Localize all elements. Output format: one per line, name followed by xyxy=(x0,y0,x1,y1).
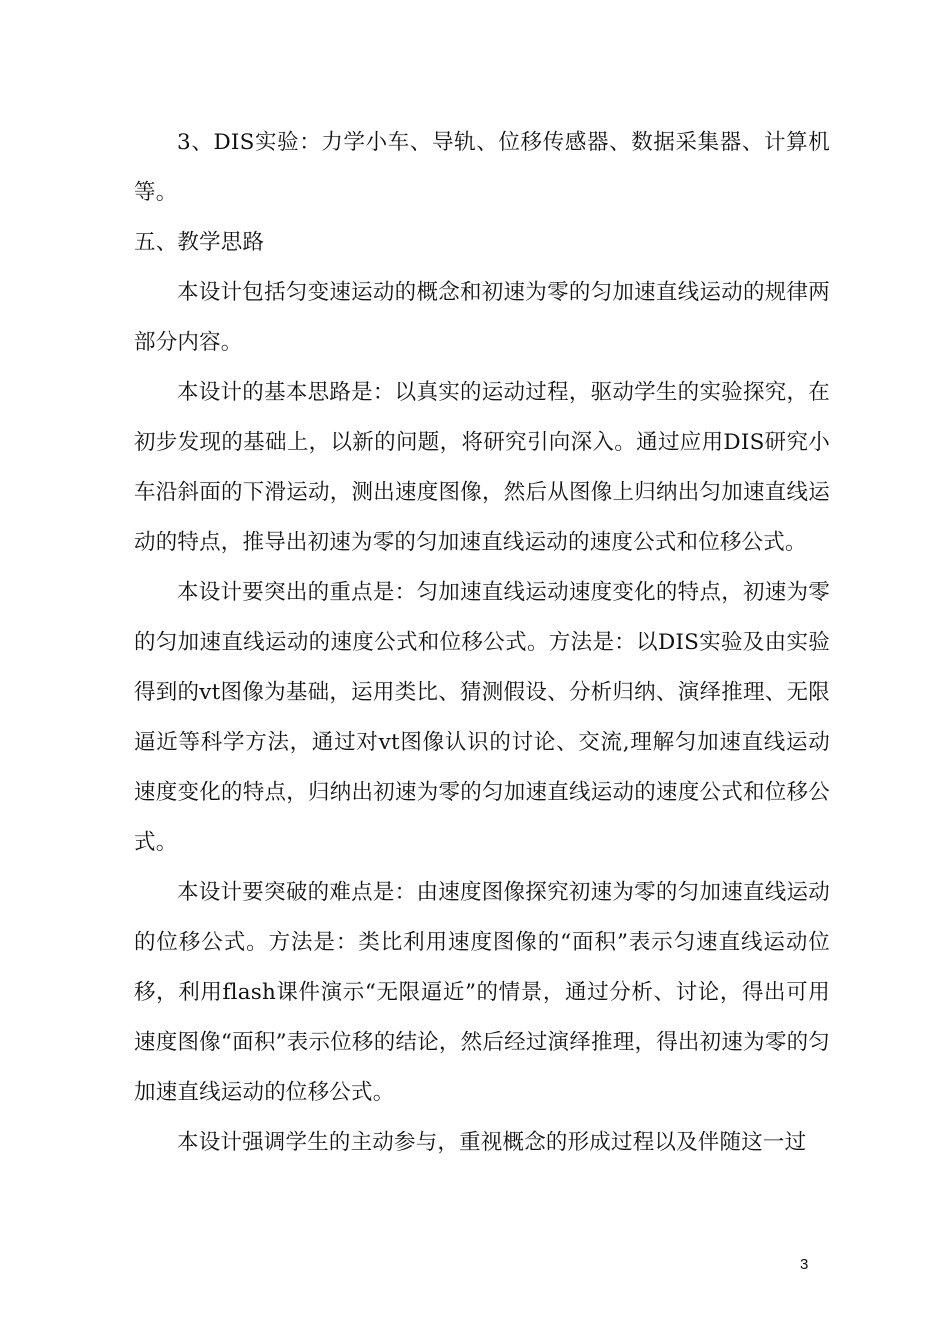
paragraph-design-content: 本设计包括匀变速运动的概念和初速为零的匀加速直线运动的规律两部分内容。 xyxy=(134,280,830,355)
page-number: 3 xyxy=(800,1256,809,1273)
paragraph-student-participation: 本设计强调学生的主动参与，重视概念的形成过程以及伴随这一过 xyxy=(177,1130,807,1155)
body-text xyxy=(134,118,830,1168)
paragraph-key-points: 本设计要突出的重点是：匀加速直线运动速度变化的特点，初速为零的匀加速直线运动的速度公式和位移公式。方法是：以DIS实验及由实验得到的vt图像为基础，运用类比、猜测假设、分析归纳、演绎推理、无限逼近等科学方法，通过对vt图像认识的讨论、交流,理解匀加速直线运动速度变化的特点，归纳出初速为零的匀加速直线运动的速度公式和位移公式。 xyxy=(134,580,830,855)
paragraph-dis-equipment: 3、DIS实验：力学小车、导轨、位移传感器、数据采集器、计算机等。 xyxy=(134,130,830,205)
paragraph-basic-approach: 本设计的基本思路是：以真实的运动过程，驱动学生的实验探究，在初步发现的基础上，以新的问题，将研究引向深入。通过应用DIS研究小车沿斜面的下滑运动，测出速度图像，然后从图像上归纳出匀加速直线运动的特点，推导出初速为零的匀加速直线运动的速度公式和位移公式。 xyxy=(134,380,830,555)
section-heading-teaching-approach: 五、教学思路 xyxy=(134,230,265,255)
paragraph-difficulties: 本设计要突破的难点是：由速度图像探究初速为零的匀加速直线运动的位移公式。方法是：类比利用速度图像的“面积”表示匀速直线运动位移，利用flash课件演示“无限逼近”的情景，通过分析、讨论，得出可用速度图像“面积”表示位移的结论，然后经过演绎推理，得出初速为零的匀加速直线运动的位移公式。 xyxy=(134,880,830,1105)
